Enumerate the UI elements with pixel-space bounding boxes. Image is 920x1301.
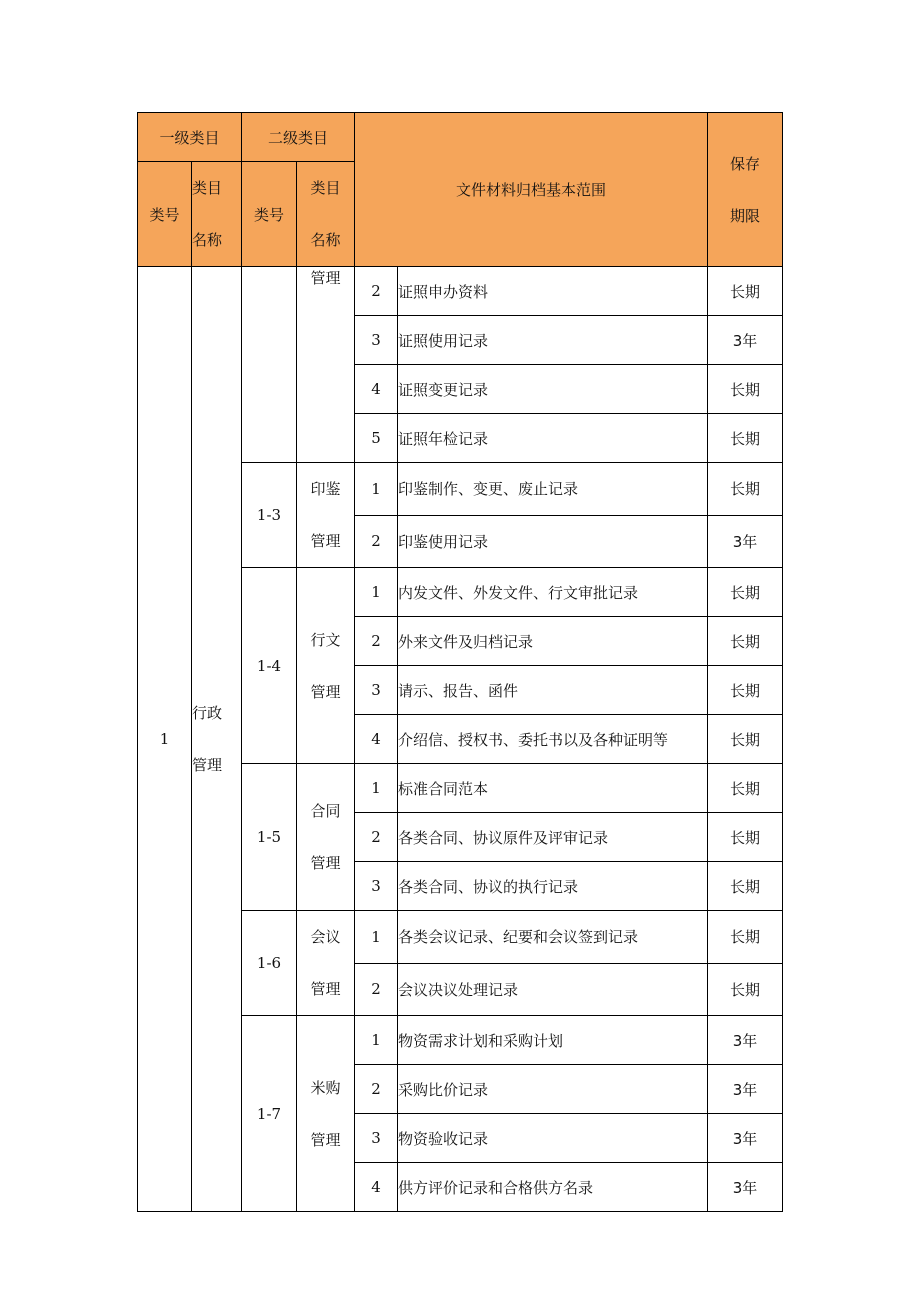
item-seq: 2 — [355, 515, 398, 568]
level2-class-name: 会议 管理 — [297, 911, 355, 1016]
item-seq: 1 — [355, 568, 398, 617]
item-retention-period: 3年 — [708, 515, 783, 568]
item-retention-period: 长期 — [708, 764, 783, 813]
level2-class-no: 1-7 — [242, 1016, 297, 1212]
archive-scope-table — [137, 112, 783, 1212]
retention-header: 保存 期限 — [708, 113, 783, 267]
item-seq: 2 — [355, 963, 398, 1016]
item-seq: 2 — [355, 813, 398, 862]
item-seq: 3 — [355, 862, 398, 911]
item-description: 内发文件、外发文件、行文审批记录 — [398, 568, 708, 617]
level2-class-no — [242, 267, 297, 463]
level1-class-no: 1 — [138, 267, 192, 1212]
item-seq: 4 — [355, 1163, 398, 1212]
item-seq: 3 — [355, 666, 398, 715]
item-description: 物资需求计划和采购计划 — [398, 1016, 708, 1065]
item-seq: 4 — [355, 715, 398, 764]
item-seq: 4 — [355, 365, 398, 414]
item-description: 采购比价记录 — [398, 1065, 708, 1114]
item-retention-period: 长期 — [708, 666, 783, 715]
level1-class-name: 行政 管理 — [192, 267, 242, 1212]
item-description: 印鉴使用记录 — [398, 515, 708, 568]
item-seq: 3 — [355, 316, 398, 365]
item-seq: 1 — [355, 463, 398, 516]
item-description: 会议决议处理记录 — [398, 963, 708, 1016]
item-seq: 3 — [355, 1114, 398, 1163]
item-seq: 2 — [355, 617, 398, 666]
item-retention-period: 长期 — [708, 813, 783, 862]
item-description: 证照年检记录 — [398, 414, 708, 463]
scope-header: 文件材料归档基本范围 — [355, 113, 708, 267]
level2-class-no: 1-5 — [242, 764, 297, 911]
level2-class-no: 1-6 — [242, 911, 297, 1016]
item-description: 介绍信、授权书、委托书以及各种证明等 — [398, 715, 708, 764]
item-retention-period: 3年 — [708, 1114, 783, 1163]
item-retention-period: 长期 — [708, 862, 783, 911]
level1-class-name-header: 类目 名称 — [192, 162, 242, 267]
item-description: 物资验收记录 — [398, 1114, 708, 1163]
item-retention-period: 长期 — [708, 715, 783, 764]
table-row — [138, 267, 783, 316]
level2-class-no: 1-3 — [242, 463, 297, 568]
item-seq: 5 — [355, 414, 398, 463]
item-retention-period: 3年 — [708, 1016, 783, 1065]
item-description: 供方评价记录和合格供方名录 — [398, 1163, 708, 1212]
item-retention-period: 长期 — [708, 617, 783, 666]
item-seq: 1 — [355, 911, 398, 964]
item-description: 各类合同、协议原件及评审记录 — [398, 813, 708, 862]
item-retention-period: 长期 — [708, 568, 783, 617]
item-seq: 2 — [355, 267, 398, 316]
item-seq: 2 — [355, 1065, 398, 1114]
level1-class-no-header: 类号 — [138, 162, 192, 267]
level2-class-no: 1-4 — [242, 568, 297, 764]
level2-class-name: 米购 管理 — [297, 1016, 355, 1212]
level2-class-name: 行文 管理 — [297, 568, 355, 764]
item-retention-period: 长期 — [708, 365, 783, 414]
item-seq: 1 — [355, 1016, 398, 1065]
item-seq: 1 — [355, 764, 398, 813]
item-description: 各类合同、协议的执行记录 — [398, 862, 708, 911]
level1-category-header: 一级类目 — [138, 113, 242, 162]
level2-class-name: 管理 — [297, 267, 355, 463]
item-description: 证照变更记录 — [398, 365, 708, 414]
level2-class-no-header: 类号 — [242, 162, 297, 267]
item-description: 印鉴制作、变更、废止记录 — [398, 463, 708, 516]
item-description: 各类会议记录、纪要和会议签到记录 — [398, 911, 708, 964]
item-retention-period: 3年 — [708, 316, 783, 365]
item-retention-period: 3年 — [708, 1065, 783, 1114]
item-description: 外来文件及归档记录 — [398, 617, 708, 666]
level2-class-name: 合同 管理 — [297, 764, 355, 911]
item-retention-period: 长期 — [708, 963, 783, 1016]
level2-class-name-header: 类目 名称 — [297, 162, 355, 267]
item-retention-period: 长期 — [708, 267, 783, 316]
item-retention-period: 长期 — [708, 463, 783, 516]
level2-category-header: 二级类目 — [242, 113, 355, 162]
item-retention-period: 长期 — [708, 911, 783, 964]
level2-class-name: 印鉴 管理 — [297, 463, 355, 568]
item-retention-period: 长期 — [708, 414, 783, 463]
item-retention-period: 3年 — [708, 1163, 783, 1212]
item-description: 请示、报告、函件 — [398, 666, 708, 715]
item-description: 证照申办资料 — [398, 267, 708, 316]
item-description: 证照使用记录 — [398, 316, 708, 365]
item-description: 标准合同范本 — [398, 764, 708, 813]
